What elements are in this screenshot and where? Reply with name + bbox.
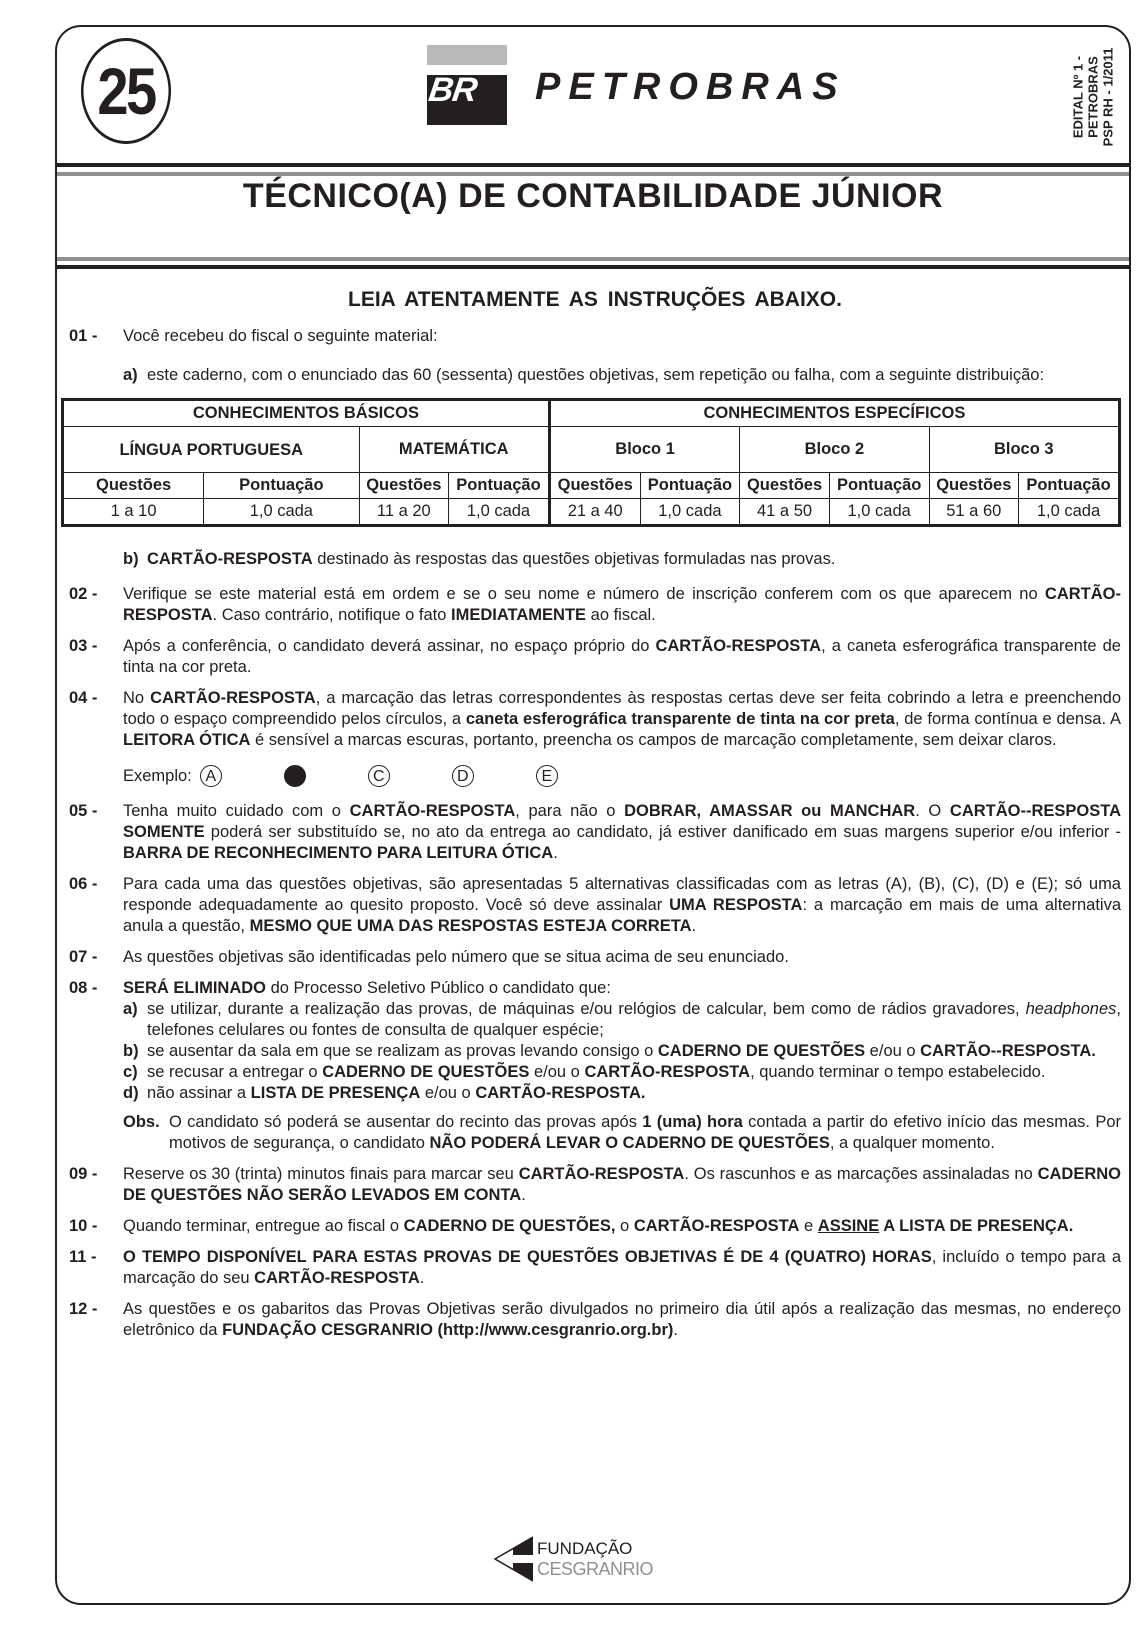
header bbox=[57, 27, 1129, 164]
column-header: Pontuação bbox=[829, 473, 929, 499]
table-row bbox=[63, 499, 1120, 526]
instruction-08 bbox=[69, 978, 1121, 999]
instruction-01a bbox=[69, 365, 1121, 386]
column-header: Pontuação bbox=[449, 473, 550, 499]
column-header: Pontuação bbox=[640, 473, 740, 499]
item-text: O TEMPO DISPONÍVEL PARA ESTAS PROVAS DE QUESTÕES OBJETIVAS É DE 4 (QUATRO) HORAS, incluído o tempo para a marcação do seu CARTÃO-RESPOSTA. bbox=[123, 1248, 1121, 1287]
column-header: Questões bbox=[929, 473, 1019, 499]
table-cell: 1,0 cada bbox=[204, 499, 359, 526]
instructions bbox=[69, 289, 1121, 1351]
item-number: 04 - bbox=[69, 689, 98, 707]
sub-label: b) bbox=[123, 1042, 139, 1060]
logo-line-2: CESGRANRIO bbox=[537, 1559, 654, 1579]
instruction-08c bbox=[69, 1062, 1121, 1083]
logo-line-1: FUNDAÇÃO bbox=[537, 1539, 633, 1558]
distribution-table bbox=[61, 398, 1121, 527]
item-text: As questões objetivas são identificadas pelo número que se situa acima de seu enunciado. bbox=[123, 948, 789, 966]
item-number: 10 - bbox=[69, 1217, 98, 1235]
item-text: Você recebeu do fiscal o seguinte material: bbox=[123, 327, 438, 345]
sub-text: destinado às respostas das questões objetivas formuladas nas provas. bbox=[312, 550, 836, 568]
instruction-06 bbox=[69, 874, 1121, 937]
sub-text: este caderno, com o enunciado das 60 (sessenta) questões objetivas, sem repetição ou falha, com a seguinte distribuição: bbox=[147, 366, 1045, 384]
item-text: Tenha muito cuidado com o CARTÃO-RESPOSTA, para não o DOBRAR, AMASSAR ou MANCHAR. O CARTÃO--RESPOSTA SOMENTE poderá ser substituído se, no ato da entrega ao candidato, já estiver danificado em suas margens superior e/ou inferior - BARRA DE RECONHECIMENTO PARA LEITURA ÓTICA. bbox=[123, 802, 1122, 862]
instruction-02 bbox=[69, 584, 1121, 626]
item-text: Quando terminar, entregue ao fiscal o CADERNO DE QUESTÕES, o CARTÃO-RESPOSTA e ASSINE A LISTA DE PRESENÇA. bbox=[123, 1217, 1074, 1235]
table-cell: 41 a 50 bbox=[740, 499, 830, 526]
answer-bubble-e: E bbox=[536, 765, 558, 787]
group-header: CONHECIMENTOS BÁSICOS bbox=[63, 400, 550, 427]
instruction-08b bbox=[69, 1041, 1121, 1062]
divider-black bbox=[57, 163, 1129, 167]
column-header: Questões bbox=[359, 473, 449, 499]
instruction-09 bbox=[69, 1164, 1121, 1206]
exam-cover-frame bbox=[55, 25, 1131, 1605]
obs-label: Obs. bbox=[123, 1113, 160, 1131]
item-number: 08 - bbox=[69, 979, 98, 997]
table-cell: 11 a 20 bbox=[359, 499, 449, 526]
item-number: 11 - bbox=[69, 1248, 97, 1266]
divider-grey bbox=[57, 257, 1129, 261]
item-text: Reserve os 30 (trinta) minutos finais para marcar seu CARTÃO-RESPOSTA. Os rascunhos e as marcações assinaladas no CADERNO DE QUESTÕES NÃO SERÃO LEVADOS EM CONTA. bbox=[123, 1165, 1122, 1204]
obs-text: O candidato só poderá se ausentar do recinto das provas após 1 (uma) hora contada a partir do efetivo início das mesmas. Por motivos de segurança, o candidato NÃO PODERÁ LEVAR O CADERNO DE QUESTÕES, a qualquer momento. bbox=[169, 1113, 1121, 1152]
table-cell: 1,0 cada bbox=[829, 499, 929, 526]
edital-line: PETROBRAS bbox=[1085, 56, 1101, 138]
instruction-01 bbox=[69, 326, 1121, 347]
divider-black bbox=[57, 265, 1129, 269]
item-number: 03 - bbox=[69, 637, 98, 655]
answer-bubble-c: C bbox=[368, 765, 390, 787]
table-cell: 1,0 cada bbox=[1019, 499, 1120, 526]
petrobras-wordmark: PETROBRAS bbox=[535, 66, 846, 108]
instruction-03 bbox=[69, 636, 1121, 678]
table-cell: 1,0 cada bbox=[640, 499, 740, 526]
subject-header: MATEMÁTICA bbox=[359, 427, 549, 473]
instruction-01b bbox=[69, 549, 1121, 570]
sub-text: se recusar a entregar o CADERNO DE QUESTÕES e/ou o CARTÃO-RESPOSTA, quando terminar o tempo estabelecido. bbox=[147, 1063, 1046, 1081]
page-title: TÉCNICO(A) DE CONTABILIDADE JÚNIOR bbox=[242, 177, 944, 215]
edital-label bbox=[1063, 37, 1123, 157]
answer-bubble-d: D bbox=[452, 765, 474, 787]
answer-bubble-b-filled bbox=[284, 765, 306, 787]
sub-label: b) bbox=[123, 550, 139, 568]
sub-text: não assinar a LISTA DE PRESENÇA e/ou o CARTÃO-RESPOSTA. bbox=[147, 1084, 646, 1102]
item-text: Para cada uma das questões objetivas, são apresentadas 5 alternativas classificadas com as letras (A), (B), (C), (D) e (E); só uma responde adequadamente ao quesito proposto. Você só deve assinalar UMA RESPOSTA: a marcação em mais de uma alternativa anula a questão, MESMO QUE UMA DAS RESPOSTAS ESTEJA CORRETA. bbox=[123, 875, 1122, 935]
exam-number-badge: 25 bbox=[81, 38, 171, 144]
group-header: CONHECIMENTOS ESPECÍFICOS bbox=[549, 400, 1119, 427]
instruction-12 bbox=[69, 1299, 1121, 1341]
answer-bubble-a: A bbox=[200, 765, 222, 787]
instruction-07 bbox=[69, 947, 1121, 968]
table-cell: 21 a 40 bbox=[549, 499, 640, 526]
item-number: 12 - bbox=[69, 1300, 98, 1318]
sub-text: se ausentar da sala em que se realizam as provas levando consigo o CADERNO DE QUESTÕES e/ou o CARTÃO--RESPOSTA. bbox=[147, 1042, 1096, 1060]
column-header: Questões bbox=[549, 473, 640, 499]
item-number: 05 - bbox=[69, 802, 98, 820]
subject-header: LÍNGUA PORTUGUESA bbox=[63, 427, 360, 473]
item-text: As questões e os gabaritos das Provas Objetivas serão divulgados no primeiro dia útil após a realização das mesmas, no endereço eletrônico da FUNDAÇÃO CESGRANRIO (http://www.cesgranrio.org.br). bbox=[123, 1300, 1121, 1339]
table-cell: 1 a 10 bbox=[63, 499, 204, 526]
subject-header: Bloco 1 bbox=[549, 427, 739, 473]
bold-text: CARTÃO-RESPOSTA bbox=[147, 550, 313, 568]
item-number: 01 - bbox=[69, 327, 98, 345]
cesgranrio-arrow-icon bbox=[493, 1535, 537, 1585]
item-number: 02 - bbox=[69, 585, 98, 603]
instruction-08d bbox=[69, 1083, 1121, 1104]
table-cell: 51 a 60 bbox=[929, 499, 1019, 526]
divider-grey bbox=[57, 172, 1129, 176]
table-cell: 1,0 cada bbox=[449, 499, 550, 526]
item-text: SERÁ ELIMINADO do Processo Seletivo Público o candidato que: bbox=[123, 979, 611, 997]
example-label: Exemplo: bbox=[123, 766, 192, 785]
item-text: Verifique se este material está em ordem e se o seu nome e número de inscrição conferem com os que aparecem no CARTÃO-RESPOSTA. Caso contrário, notifique o fato IMEDIATAMENTE ao fiscal. bbox=[123, 585, 1121, 624]
sub-label: d) bbox=[123, 1084, 139, 1102]
subject-header: Bloco 2 bbox=[740, 427, 929, 473]
instruction-11 bbox=[69, 1247, 1121, 1289]
instruction-08a bbox=[69, 999, 1121, 1041]
br-logo-icon bbox=[427, 45, 507, 125]
sub-text: se utilizar, durante a realização das provas, de máquinas e/ou relógios de calcular, bem como de rádios gravadores, headphones, telefones celulares ou fontes de consulta de qualquer espécie; bbox=[147, 1000, 1121, 1039]
item-text: Após a conferência, o candidato deverá assinar, no espaço próprio do CARTÃO-RESPOSTA, a caneta esferográfica transparente de tinta na cor preta. bbox=[123, 637, 1121, 676]
column-header: Pontuação bbox=[1019, 473, 1120, 499]
column-header: Questões bbox=[63, 473, 204, 499]
instruction-10 bbox=[69, 1216, 1121, 1237]
instruction-05 bbox=[69, 801, 1121, 864]
edital-line: EDITAL Nº 1 - bbox=[1070, 55, 1086, 139]
answer-example bbox=[69, 765, 1121, 787]
item-number: 09 - bbox=[69, 1165, 98, 1183]
subject-header: Bloco 3 bbox=[929, 427, 1119, 473]
instruction-08-obs bbox=[69, 1112, 1121, 1154]
br-logo-grey-bar bbox=[427, 45, 507, 65]
petrobras-logo bbox=[427, 45, 846, 125]
instructions-heading: LEIA ATENTAMENTE AS INSTRUÇÕES ABAIXO. bbox=[348, 288, 842, 311]
item-text: No CARTÃO-RESPOSTA, a marcação das letras correspondentes às respostas certas deve ser feita cobrindo a letra e preenchendo todo o espaço compreendido pelos círculos, a caneta esferográfica transparente de tinta na cor preta, de forma contínua e densa. A LEITORA ÓTICA é sensível a marcas escuras, portanto, preencha os campos de marcação completamente, sem deixar claros. bbox=[123, 689, 1121, 749]
column-header: Questões bbox=[740, 473, 830, 499]
sub-label: a) bbox=[123, 1000, 138, 1018]
item-number: 06 - bbox=[69, 875, 98, 893]
column-header: Pontuação bbox=[204, 473, 359, 499]
instruction-04 bbox=[69, 688, 1121, 751]
item-number: 07 - bbox=[69, 948, 98, 966]
sub-label: a) bbox=[123, 366, 138, 384]
sub-label: c) bbox=[123, 1063, 138, 1081]
edital-line: PSP RH - 1/2011 bbox=[1100, 47, 1116, 147]
br-logo-text: BR bbox=[426, 71, 479, 109]
cesgranrio-logo bbox=[493, 1535, 654, 1585]
